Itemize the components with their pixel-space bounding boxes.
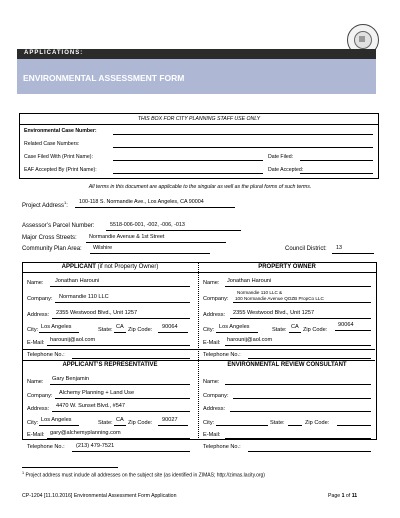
owner-address-field — [230, 318, 371, 319]
owner-phone-field[interactable] — [248, 358, 371, 359]
owner-zip-value[interactable]: 90064 — [338, 322, 354, 328]
case-filed-label: Case Filed With (Print Name): — [24, 154, 93, 160]
case-number-label: Environmental Case Number: — [24, 128, 97, 134]
header-underline-top — [22, 272, 376, 273]
date-accepted-label: Date Accepted: — [268, 167, 304, 173]
representative-header: APPLICANT’S REPRESENTATIVE — [62, 362, 158, 368]
applicant-zip-field — [158, 332, 188, 333]
owner-company-line2[interactable]: 100 Normandie Avenue QOZB PropCo LLC — [235, 296, 324, 301]
cross-streets-value[interactable]: Normandie Avenue & 1st Street — [89, 234, 165, 240]
rep-city-field — [39, 425, 79, 426]
rep-name-field — [50, 384, 190, 385]
rep-zip-label: Zip Code: — [128, 420, 153, 426]
rep-company-label: Company: — [27, 393, 53, 399]
eaf-accepted-field[interactable] — [113, 173, 263, 174]
consultant-phone-field[interactable] — [248, 451, 371, 452]
community-plan-value[interactable]: Wilshire — [93, 245, 113, 251]
rep-state-label: State: — [98, 420, 113, 426]
date-accepted-field[interactable] — [300, 173, 373, 174]
applicant-company-value[interactable]: Normandie 110 LLC — [59, 294, 109, 300]
owner-address-value[interactable]: 2355 Westwood Blvd., Unit 1257 — [233, 310, 315, 316]
applicant-company-field — [55, 302, 190, 303]
rep-name-value[interactable]: Gary Benjamin — [52, 376, 89, 382]
rep-email-field — [47, 438, 190, 439]
date-filed-label: Date Filed: — [268, 154, 294, 160]
rep-address-label: Address: — [27, 406, 50, 412]
applicant-address-label: Address: — [27, 312, 50, 318]
consultant-address-field[interactable] — [230, 411, 371, 412]
council-district-field — [332, 253, 374, 254]
rep-email-label: E-Mail: — [27, 432, 45, 438]
applicant-company-label: Company: — [27, 296, 53, 302]
project-address-label: Project Address$^1$: — [22, 200, 68, 209]
applicant-city-label: City: — [27, 327, 39, 333]
applicant-email-label: E-Mail: — [27, 340, 45, 346]
related-cases-label: Related Case Numbers: — [24, 141, 80, 147]
owner-email-value[interactable]: harounij@aol.com — [227, 337, 273, 343]
case-number-field[interactable] — [113, 134, 373, 135]
applicant-state-field — [114, 332, 126, 333]
related-cases-field[interactable] — [113, 147, 373, 148]
consultant-header: ENVIRONMENTAL REVIEW CONSULTANT — [227, 362, 347, 368]
applicant-email-field — [47, 345, 190, 346]
owner-name-label: Name: — [203, 280, 220, 286]
cross-streets-field — [86, 242, 226, 243]
parcel-number-value[interactable]: 5518-006-001, -002, -006, -013 — [110, 222, 185, 228]
parcel-number-field — [106, 230, 241, 231]
consultant-state-label: State: — [270, 420, 285, 426]
consultant-name-label: Name: — [203, 379, 220, 385]
rep-address-field — [52, 411, 190, 412]
rep-phone-value[interactable]: (213) 479-7521 — [76, 443, 115, 449]
owner-zip-label: Zip Code: — [303, 327, 328, 333]
owner-name-field — [225, 286, 371, 287]
staff-box-divider — [20, 124, 378, 125]
owner-company-line1[interactable]: Normandie 110 LLC & — [237, 290, 283, 295]
applicant-name-field — [50, 286, 190, 287]
owner-company-label: Company: — [203, 296, 229, 302]
cross-streets-label: Major Cross Streets: — [22, 235, 77, 241]
consultant-phone-label: Telephone No.: — [203, 444, 241, 450]
consultant-company-label: Company: — [203, 393, 229, 399]
applicant-address-value[interactable]: 2355 Westwood Blvd., Unit 1257 — [56, 310, 138, 316]
owner-state-label: State: — [272, 327, 287, 333]
community-plan-label: Community Plan Area: — [22, 246, 82, 252]
consultant-email-label: E-Mail: — [203, 432, 221, 438]
terms-note: All terms in this document are applicable to the singular as well as the plural forms of such terms. — [88, 184, 312, 190]
applications-label: APPLICATIONS: — [24, 50, 84, 56]
consultant-address-label: Address: — [203, 406, 226, 412]
applicant-name-label: Name: — [27, 280, 44, 286]
page-indicator: Page 1 of 11 — [328, 493, 358, 499]
applicant-name-value[interactable]: Jonathan Harouni — [55, 278, 100, 284]
applicant-state-value[interactable]: CA — [116, 324, 124, 330]
footnote-text: Project address must include all addresses on the subject site (as identified in ZIMAS; http://zimas.lacity.org) — [25, 472, 265, 479]
footnote-rule — [22, 467, 118, 468]
consultant-company-field[interactable] — [233, 398, 371, 399]
consultant-zip-field[interactable] — [337, 425, 371, 426]
consultant-city-field[interactable] — [216, 425, 268, 426]
footnote-number: 1 — [22, 471, 25, 475]
rep-address-value[interactable]: 4470 W. Sunset Blvd., #547 — [56, 403, 126, 409]
consultant-name-field[interactable] — [225, 384, 371, 385]
rep-zip-field — [158, 425, 188, 426]
rep-city-value[interactable]: Los Angeles — [41, 417, 72, 423]
applicant-city-value[interactable]: Los Angeles — [41, 324, 72, 330]
rep-company-value[interactable]: Alchemy Planning + Land Use — [59, 390, 135, 396]
rep-phone-label: Telephone No.: — [27, 444, 65, 450]
owner-email-field — [225, 345, 371, 346]
applicant-phone-label: Telephone No.: — [27, 352, 65, 358]
parcel-number-label: Assessor’s Parcel Number: — [22, 223, 95, 229]
rep-zip-value[interactable]: 90027 — [162, 417, 178, 423]
consultant-city-label: City: — [203, 420, 215, 426]
footnote-marker: 1 — [64, 200, 67, 205]
rep-name-label: Name: — [27, 379, 44, 385]
rep-city-label: City: — [27, 420, 39, 426]
owner-header: PROPERTY OWNER — [258, 264, 316, 270]
seal-center-emblem — [359, 36, 365, 42]
staff-use-box — [19, 113, 379, 179]
case-filed-field[interactable] — [113, 160, 263, 161]
applicant-state-label: State: — [98, 327, 113, 333]
project-address-value[interactable]: 100-118 S. Normandie Ave., Los Angeles, CA 90004 — [79, 199, 204, 205]
consultant-email-field[interactable] — [225, 438, 371, 439]
owner-state-field — [289, 332, 301, 333]
owner-name-value[interactable]: Jonathan Harouni — [227, 278, 272, 284]
consultant-state-field[interactable] — [288, 425, 302, 426]
owner-phone-label: Telephone No.: — [203, 352, 241, 358]
rep-company-field — [55, 398, 190, 399]
applicant-zip-value[interactable]: 90064 — [162, 324, 178, 330]
applicant-email-value[interactable]: harounij@aol.com — [50, 337, 96, 343]
owner-address-label: Address: — [203, 312, 226, 318]
date-filed-field[interactable] — [300, 160, 373, 161]
council-district-label: Council District: — [285, 246, 327, 252]
consultant-zip-label: Zip Code: — [305, 420, 330, 426]
owner-zip-field — [335, 330, 371, 331]
project-address-field — [75, 207, 235, 208]
form-title-banner — [17, 59, 376, 94]
owner-city-field — [216, 332, 258, 333]
applicant-header: APPLICANT (if not Property Owner) — [61, 264, 159, 270]
owner-city-value[interactable]: Los Angeles — [219, 324, 250, 330]
owner-email-label: E-Mail: — [203, 340, 221, 346]
form-title: ENVIRONMENTAL ASSESSMENT FORM — [23, 73, 185, 83]
footnote — [22, 471, 265, 479]
rep-state-field — [114, 425, 126, 426]
eaf-accepted-label: EAF Accepted By (Print Name): — [24, 167, 97, 173]
community-plan-field — [90, 253, 210, 254]
applicant-zip-label: Zip Code: — [128, 327, 153, 333]
rep-state-value[interactable]: CA — [116, 417, 124, 423]
council-district-value[interactable]: 13 — [336, 245, 342, 251]
applications-bar — [17, 49, 376, 59]
owner-city-label: City: — [203, 327, 215, 333]
rep-phone-field — [72, 451, 190, 452]
applicant-city-field — [39, 332, 79, 333]
form-id-footer: CP-1204 [11.10.2016] Environmental Assessment Form Application — [22, 493, 177, 499]
owner-company-field — [233, 302, 371, 303]
owner-state-value[interactable]: CA — [291, 324, 299, 330]
applicant-address-field — [52, 318, 190, 319]
staff-box-title: THIS BOX FOR CITY PLANNING STAFF USE ONLY — [137, 116, 261, 122]
rep-email-value[interactable]: gary@alchemyplanning.com — [50, 430, 121, 436]
seal-inner-ring — [354, 31, 372, 49]
applicant-phone-field[interactable] — [72, 358, 190, 359]
section-header-band — [22, 349, 375, 361]
